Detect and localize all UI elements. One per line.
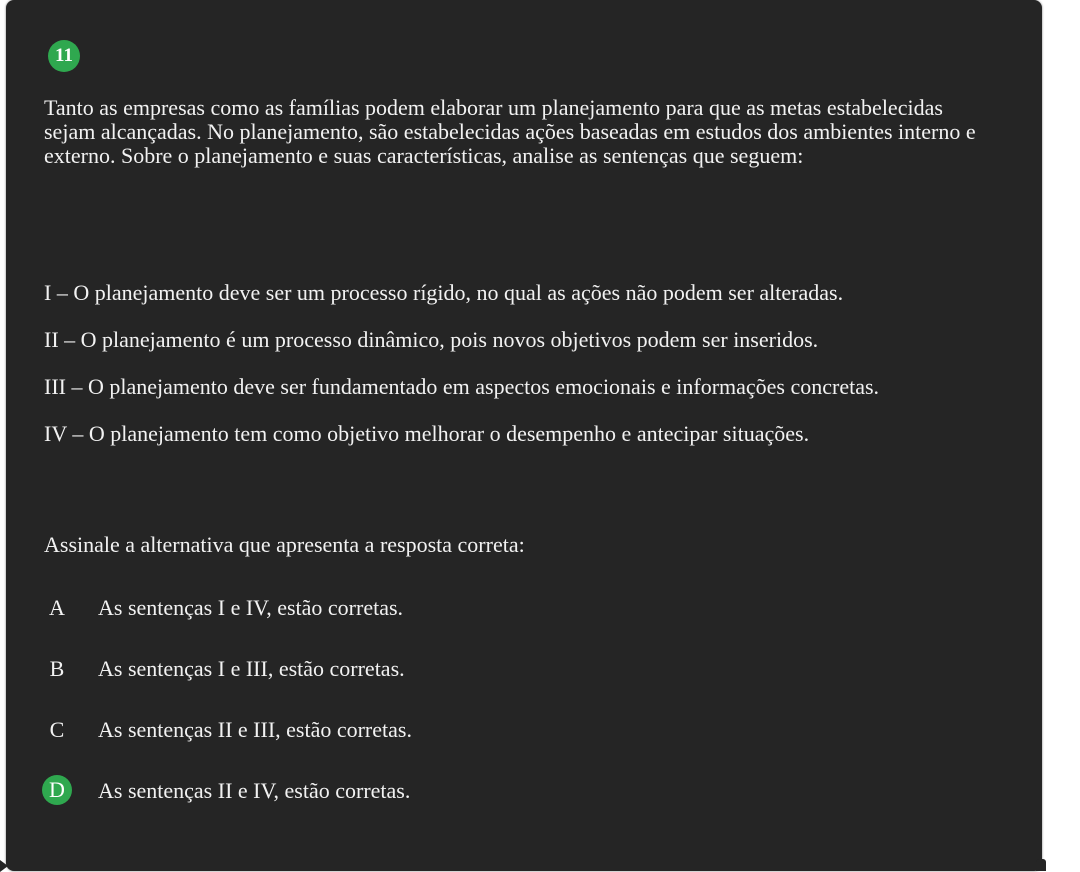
option-letter-a: A (49, 595, 65, 620)
option-b[interactable] (42, 654, 942, 715)
question-card (6, 0, 1042, 871)
option-a[interactable] (42, 593, 942, 654)
option-text-c: As sentenças II e III, estão corretas. (98, 717, 412, 742)
answer-options (42, 593, 942, 837)
statement-3: III – O planejamento deve ser fundamentado em aspectos emocionais e informações concretas. (44, 374, 880, 399)
option-c[interactable] (42, 715, 942, 776)
option-text-d: As sentenças II e IV, estão corretas. (98, 778, 411, 803)
right-edge-marker (1036, 859, 1046, 871)
statement-1: I – O planejamento deve ser um processo rígido, no qual as ações não podem ser alteradas. (44, 280, 844, 305)
option-text-b: As sentenças I e III, estão corretas. (98, 656, 405, 681)
left-edge-marker (0, 860, 8, 872)
option-d-selected[interactable] (42, 776, 942, 837)
option-letter-c: C (49, 717, 65, 742)
option-letter-b: B (49, 656, 65, 681)
statement-4: IV – O planejamento tem como objetivo melhorar o desempenho e antecipar situações. (44, 421, 810, 446)
instruction-text: Assinale a alternativa que apresenta a resposta correta: (44, 532, 525, 557)
statements-list (44, 280, 1004, 468)
option-text-a: As sentenças I e IV, estão corretas. (98, 595, 404, 620)
question-number-badge: 11 (48, 40, 80, 72)
option-letter-d-selected-badge: D (42, 775, 72, 805)
statement-2: II – O planejamento é um processo dinâmico, pois novos objetivos podem ser inseridos. (44, 327, 819, 352)
question-stem: Tanto as empresas como as famílias podem elaborar um planejamento para que as metas estabelecidas sejam alcançadas. No planejamento, são estabelecidas ações baseadas em estudos dos ambientes interno e externo. Sobre o planejamento e suas características, analise as sentenças que seguem: (44, 95, 976, 168)
